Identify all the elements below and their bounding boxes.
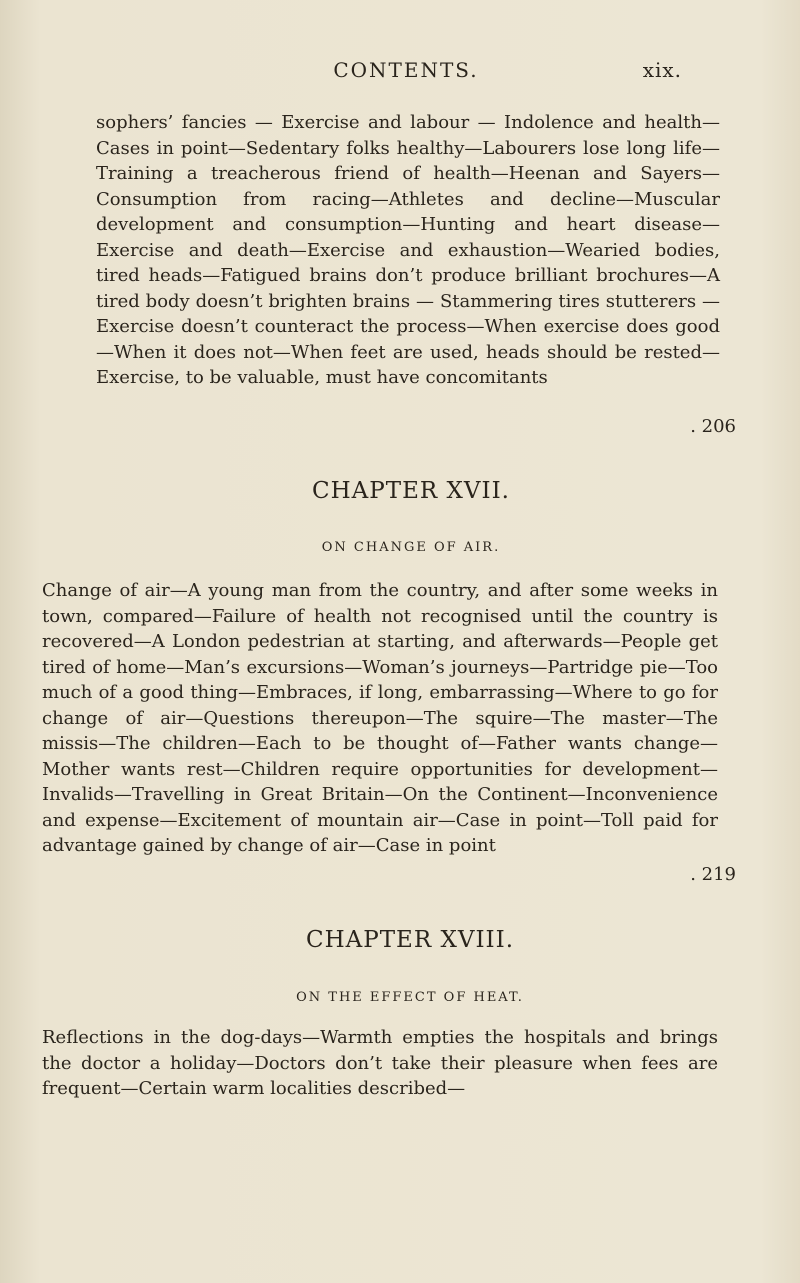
header-title: CONTENTS. bbox=[333, 58, 479, 82]
contents-entry bbox=[96, 110, 720, 391]
chapter-subtitle: ON CHANGE OF AIR. bbox=[321, 540, 501, 555]
entry-page-reference: . 206 bbox=[690, 416, 736, 437]
header-page-number: xix. bbox=[642, 58, 682, 82]
contents-entry bbox=[42, 578, 718, 859]
entry-text: sophers’ fancies — Exercise and labour — Indolence and health—Cases in point—Sedentary folks healthy—Labourers lose long life—Training a treacherous friend of health—Heenan and Sayers—Consumption from racing—Athletes and decline—Muscular development and consumption—Hunting and heart disease—Exercise and death—Exercise and exhaustion—Wearied bodies, tired heads—Fatigued brains don’t produce brilliant brochures—A tired body doesn’t brighten brains — Stammering tires stutterers — Exercise doesn’t counteract the process—When exercise does good—When it does not—When feet are used, heads should be rested—Exercise, to be valuable, must have concomitants bbox=[96, 112, 720, 388]
contents-entry bbox=[42, 1025, 718, 1102]
entry-text: Change of air—A young man from the country, and after some weeks in town, compared—Failure of health not recognised until the country is recovered—A London pedestrian at starting, and afterwards—People get tired of home—Man’s excursions—Woman’s journeys—Partridge pie—Too much of a good thing—Embraces, if long, embarrassing—Where to go for change of air—Questions thereupon—The squire—The master—The missis—The children—Each to be thought of—Father wants change—Mother wants rest—Children require opportunities for development—Invalids—Travelling in Great Britain—On the Continent—Inconvenience and expense—Excitement of mountain air—Case in point—Toll paid for advantage gained by change of air—Case in point bbox=[42, 580, 718, 856]
entry-text: Reflections in the dog-days—Warmth empties the hospitals and brings the doctor a holiday—Doctors don’t take their pleasure when fees are frequent—Certain warm localities described— bbox=[42, 1027, 718, 1099]
chapter-heading: CHAPTER XVIII. bbox=[305, 927, 515, 953]
chapter-subtitle: ON THE EFFECT OF HEAT. bbox=[296, 990, 524, 1005]
entry-page-reference: . 219 bbox=[690, 864, 736, 885]
chapter-heading: CHAPTER XVII. bbox=[312, 478, 510, 504]
running-header bbox=[130, 58, 682, 84]
